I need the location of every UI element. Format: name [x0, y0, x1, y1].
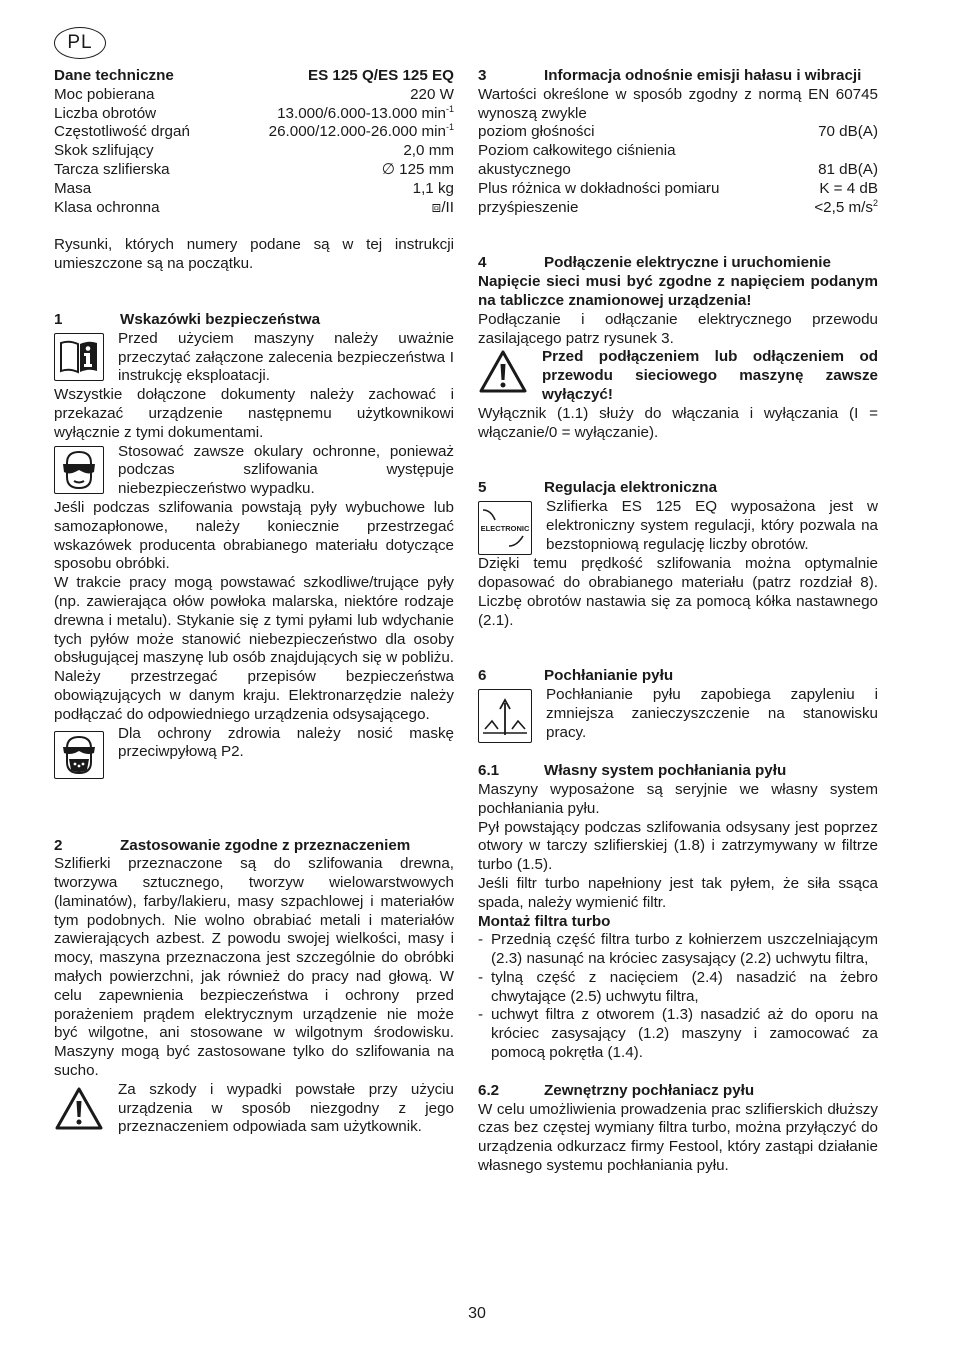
- paragraph: Za szkody i wypadki powstałe przy użyciu urządzenia w sposób niezgodny z jego przeznaczeniem odpowiada sam użytkownik.: [118, 1080, 454, 1136]
- power-warning: [478, 348, 878, 404]
- left-column: [54, 67, 454, 1137]
- spec-row: [54, 161, 454, 180]
- liability-warning: [54, 1081, 454, 1137]
- specs-model: ES 125 Q/ES 125 EQ: [307, 67, 454, 84]
- bold-notice: Przed podłączeniem lub odłączeniem od przewodu sieciowego maszynę zawsze wyłączyć!: [542, 348, 878, 403]
- section-heading: 2 Zastosowanie zgodne z przeznaczeniem: [54, 836, 411, 854]
- spec-row: [54, 142, 454, 161]
- emission-row: poziom głośności 70 dB(A): [478, 123, 878, 141]
- warning-icon: [54, 1085, 104, 1133]
- paragraph: Przed użyciem maszyny należy uważnie przeczytać załączone zalecenia bezpieczeństwa I instrukcję eksploatacji.: [118, 329, 454, 385]
- dust-extraction-note: [478, 686, 878, 743]
- emission-row: akustycznego 81 dB(A): [478, 160, 878, 178]
- section-heading: 6.1 Własny system pochłaniania pyłu: [478, 762, 787, 780]
- subheading: Montaż filtra turbo: [478, 912, 611, 930]
- paragraph: Podłączanie i odłączanie elektrycznego przewodu zasilającego patrz rysunek 3.: [478, 310, 878, 347]
- paragraph: Pochłanianie pyłu zapobiega zapyleniu i zmniejsza zanieczyszczenie na stanowisku pracy.: [546, 686, 878, 741]
- list-item: - tylną część z nacięciem (2.4) nasadzić na żebro chwytające (2.5) uchwytu filtra,: [478, 968, 878, 1005]
- specs-title: Dane techniczne: [54, 67, 174, 84]
- spec-row: [54, 105, 454, 124]
- list-item: - Przednią część filtra turbo z kołnierzem uszczelniającym (2.3) nasunąć na króciec zasysający (2.2) uchwytu filtra,: [478, 931, 878, 968]
- paragraph: Pył powstający podczas szlifowania odsysany jest poprzez otwory w tarczy szlifierskiej (1.8) i zatrzymywany w filtrze turbo (1.5).: [478, 818, 878, 874]
- right-column: [478, 67, 878, 1176]
- spec-row: [54, 180, 454, 199]
- read-manual-icon: [54, 333, 104, 381]
- manual-note: [54, 330, 454, 386]
- spec-value: ∅ 125 mm: [381, 160, 454, 178]
- paragraph: Stosować zawsze okulary ochronne, ponieważ podczas szlifowania występuje niebezpieczeństwo wypadku.: [118, 442, 454, 498]
- list-item: - uchwyt filtra z otworem (1.3) nasadzić aż do oporu na króciec zasysający (1.2) maszyny i zamocować za pomocą pokrętła (1.4).: [478, 1006, 878, 1062]
- section-heading: 5 Regulacja elektroniczna: [478, 479, 718, 497]
- spec-value: 220 W: [410, 85, 454, 103]
- bold-notice: Napięcie sieci musi być zgodne z napięciem podanym na tabliczce znamionowej urządzenia!: [478, 273, 878, 309]
- emission-row: przyśpieszenie <2,5 $m/s^2$: [478, 197, 878, 216]
- svg-text:ELECTRONIC: ELECTRONIC: [480, 524, 530, 534]
- spec-value: 2,0 mm: [403, 142, 454, 160]
- section-heading: 1 Wskazówki bezpieczeństwa: [54, 310, 321, 328]
- spec-row: [54, 123, 454, 142]
- figures-note: Rysunki, których numery podane są w tej instrukcji umieszczone są na początku.: [54, 236, 454, 273]
- paragraph: Maszyny wyposażone są seryjnie we własny system pochłaniania pyłu.: [478, 780, 878, 817]
- paragraph: Szlifierka ES 125 EQ wyposażona jest w elektroniczny system regulacji, który pozwala na bezstopniową regulację liczby obrotów.: [546, 498, 878, 553]
- spec-label: Skok szlifujący: [54, 142, 154, 160]
- electronic-control-icon: [478, 501, 532, 555]
- paragraph: W trakcie pracy mogą powstawać szkodliwe/trujące pyły (np. zawierająca ołów powłoka malarska, niektóre rodzaje drewna i metalu). Stykanie się z tymi pyłami lub wdychanie tych pyłów może stanowić niebezpieczeństwo dla osoby obsługującej maszynę lub osób znajdujących się w pobliżu. Należy przestrzegać przepisów bezpieczeństwa obowiązujących w danym kraju. Elektronarzędzie należy podłączać do odpowiedniego urządzenia odsysającego.: [54, 574, 454, 723]
- emission-label: Poziom całkowitego ciśnienia: [478, 142, 676, 160]
- spec-label: Masa: [54, 179, 92, 197]
- paragraph: Wyłącznik (1.1) służy do włączania i wyłączania (I = włączanie/0 = wyłączanie).: [478, 404, 878, 441]
- spec-row: [54, 86, 454, 105]
- spec-label: Częstotliwość drgań: [54, 123, 190, 141]
- paragraph: Wartości określone w sposób zgodny z normą EN 60745 wynoszą zwykle: [478, 85, 878, 122]
- page-number: 30: [468, 1305, 486, 1322]
- dust-mask-icon: [54, 731, 104, 779]
- section-heading: 6.2 Zewnętrzny pochłaniacz pyłu: [478, 1081, 755, 1099]
- spec-label: Liczba obrotów: [54, 104, 157, 122]
- spec-value: 1,1 kg: [412, 179, 454, 197]
- emission-row: Plus różnica w dokładności pomiaru K = 4 dB: [478, 179, 878, 197]
- language-badge: PL: [54, 27, 106, 59]
- paragraph: Wszystkie dołączone dokumenty należy zachować i przekazać urządzenie następnemu użytkownikowi wyłącznie z tymi dokumentami.: [54, 386, 454, 441]
- section-heading: 4 Podłączenie elektryczne i uruchomienie: [478, 254, 831, 272]
- paragraph: Jeśli podczas szlifowania powstają pyły wybuchowe lub samozapłonowe, należy koniecznie przestrzegać wskazówek producenta obrabianego materiału dotyczące sposobu obróbki.: [54, 498, 454, 573]
- paragraph: W celu umożliwienia prowadzenia prac szlifierskich dłuższy czas bez częstej wymiany filtra turbo, można przyłączyć do urządzenia odkurzacz firmy Festool, który zastąpi działanie własnego systemu pochłaniania pyłu.: [478, 1100, 878, 1175]
- dust-mask-note: [54, 725, 454, 779]
- spec-value: ⧈/II: [431, 198, 454, 216]
- dust-extraction-icon: [478, 689, 532, 743]
- paragraph: Dzięki temu prędkość szlifowania można optymalnie dopasować do obrabianego materiału (patrz rozdział 8). Liczbę obrotów nastawia się za pomocą kółka nastawnego (2.1).: [478, 555, 878, 629]
- spec-label: Klasa ochronna: [54, 198, 160, 216]
- paragraph: Jeśli filtr turbo napełniony jest tak pyłem, że siła ssąca spada, należy wymienić filtr.: [478, 874, 878, 911]
- spec-row: [54, 199, 454, 218]
- paragraph: Szlifierki przeznaczone są do szlifowania drewna, tworzywa sztucznego, tworzyw wielowarstwowych (laminatów), farby/lakieru, masy szpachlowej i materiałów tym podobnych. Nie wolno obrabiać metali i materiałów zawierających azbest. Z powodu swojej wielkości, masy i mocy, maszyna przeznaczona jest szczególnie do obróbki małych powierzchni, jak również do pracy nad głową. W celu zapewnienia bezpieczeństwa i ochrony przed porażeniem prądem elektrycznym urządzenie nie może być wilgotne, ani stosowane w wilgotnym środowisku. Maszyny mogą być zastosowane tylko do szlifowania na sucho.: [54, 855, 454, 1080]
- electronic-note: [478, 498, 878, 555]
- spec-label: Tarcza szlifierska: [54, 160, 170, 178]
- section-heading: 6 Pochłanianie pyłu: [478, 667, 674, 685]
- spec-value: 13.000/6.000-13.000 $\min^{-1}$: [277, 103, 454, 122]
- spec-label: Moc pobierana: [54, 85, 155, 103]
- spec-value: 26.000/12.000-26.000 $\min^{-1}$: [268, 122, 454, 141]
- section-heading: 3 Informacja odnośnie emisji hałasu i wibracji: [478, 67, 862, 84]
- goggles-note: [54, 443, 454, 499]
- safety-goggles-icon: [54, 446, 104, 494]
- paragraph: Dla ochrony zdrowia należy nosić maskę przeciwpyłową P2.: [118, 724, 454, 761]
- specs-header: [54, 67, 454, 86]
- warning-icon: [478, 348, 528, 396]
